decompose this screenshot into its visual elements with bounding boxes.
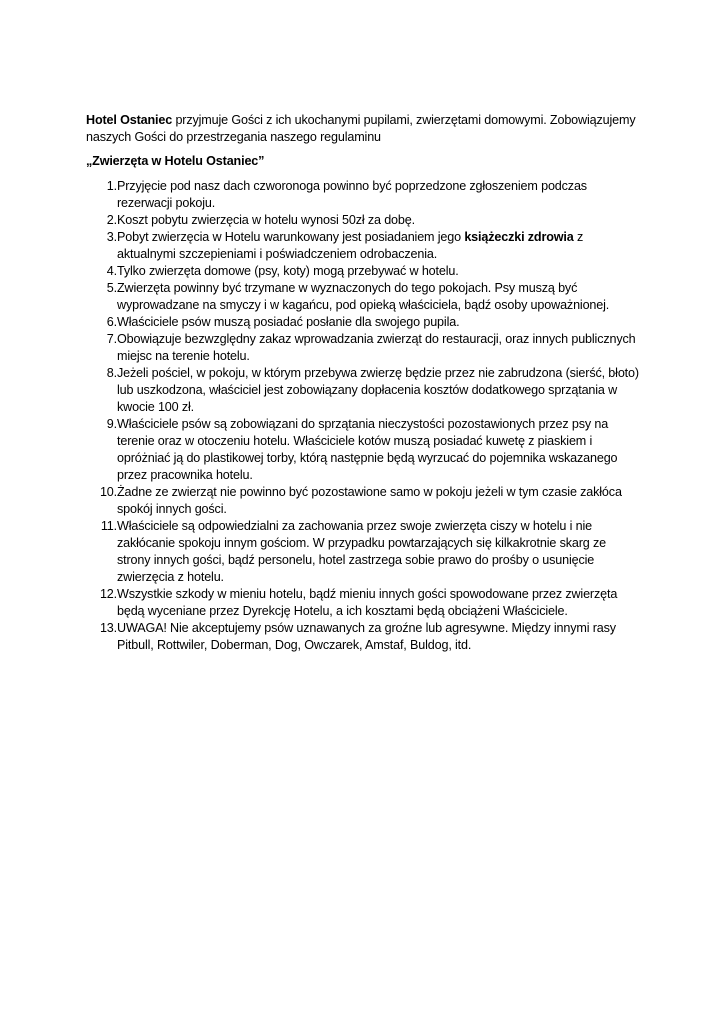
item-number: 12. bbox=[99, 587, 117, 601]
item-number: 1. bbox=[106, 179, 117, 193]
item-number: 11. bbox=[100, 519, 117, 533]
list-item bbox=[86, 586, 642, 620]
item-text: Właściciele psów muszą posiadać posłanie dla swojego pupila. bbox=[117, 315, 460, 329]
item-text: Tylko zwierzęta domowe (psy, koty) mogą przebywać w hotelu. bbox=[117, 264, 459, 278]
item-text: Przyjęcie pod nasz dach czworonoga powinno być poprzedzone zgłoszeniem podczas rezerwacji pokoju. bbox=[117, 179, 587, 210]
list-item bbox=[86, 518, 642, 586]
item-text-after: z aktualnymi szczepieniami i poświadczeniem odrobaczenia. bbox=[117, 230, 584, 261]
item-number: 4. bbox=[106, 264, 117, 278]
item-number: 5. bbox=[106, 281, 117, 295]
item-text: Właściciele psów są zobowiązani do sprzątania nieczystości pozostawionych przez psy na terenie oraz w otoczeniu hotelu. Właściciele kotów muszą posiadać kuwetę z piaskiem i opróżniać ją do plastikowej torby, którą następnie będą wyrzucać do pojemnika wskazanego przez pracownika hotelu. bbox=[117, 417, 618, 482]
list-item bbox=[86, 178, 642, 212]
item-number: 7. bbox=[106, 332, 117, 346]
intro-text: przyjmuje Gości z ich ukochanymi pupilami, zwierzętami domowymi. Zobowiązujemy naszych Gości do przestrzegania naszego regulaminu bbox=[86, 113, 636, 144]
item-text-before: Pobyt zwierzęcia w Hotelu warunkowany jest posiadaniem jego bbox=[117, 230, 465, 244]
item-text-bold: książeczki zdrowia bbox=[464, 230, 574, 244]
item-text: Jeżeli pościel, w pokoju, w którym przebywa zwierzę będzie przez nie zabrudzona (sierść, błoto) lub uszkodzona, właściciel jest zobowiązany dopłacenia kosztów dodatkowego sprzątania w kwocie 100 zł. bbox=[117, 366, 639, 414]
document-page bbox=[86, 112, 642, 654]
item-number: 3. bbox=[106, 230, 117, 244]
section-title: „Zwierzęta w Hotelu Ostaniec” bbox=[86, 154, 265, 168]
item-text: Obowiązuje bezwzględny zakaz wprowadzania zwierząt do restauracji, oraz innych publicznych miejsc na terenie hotelu. bbox=[117, 332, 636, 363]
item-text bbox=[117, 229, 642, 263]
item-text: Wszystkie szkody w mieniu hotelu, bądź mieniu innych gości spowodowane przez zwierzęta będą wyceniane przez Dyrekcję Hotelu, a ich kosztami będą obciążeni Właściciele. bbox=[117, 587, 618, 618]
rules-list bbox=[86, 178, 642, 654]
item-number: 13. bbox=[99, 621, 117, 635]
item-text: Właściciele są odpowiedzialni za zachowania przez swoje zwierzęta ciszy w hotelu i nie zakłócanie spokoju innym gościom. W przypadku powtarzających się kilkakrotnie skarg ze strony innych gości, bądź personelu, hotel zastrzega sobie prawo do prośby o usunięcie zwierzęcia z hotelu. bbox=[117, 519, 606, 584]
item-text: Koszt pobytu zwierzęcia w hotelu wynosi 50zł za dobę. bbox=[117, 213, 415, 227]
list-item bbox=[86, 314, 642, 331]
hotel-name: Hotel Ostaniec bbox=[86, 113, 173, 127]
list-item bbox=[86, 620, 642, 654]
item-number: 8. bbox=[106, 366, 117, 380]
item-number: 9. bbox=[106, 417, 117, 431]
list-item bbox=[86, 280, 642, 314]
list-item bbox=[86, 212, 642, 229]
item-text: Zwierzęta powinny być trzymane w wyznaczonych do tego pokojach. Psy muszą być wyprowadzane na smyczy i w kagańcu, pod opieką właściciela, bądź osoby upoważnionej. bbox=[117, 281, 610, 312]
item-text: UWAGA! Nie akceptujemy psów uznawanych za groźne lub agresywne. Między innymi rasy Pitbull, Rottwiler, Doberman, Dog, Owczarek, Amstaf, Buldog, itd. bbox=[117, 621, 616, 652]
list-item bbox=[86, 263, 642, 280]
item-number: 2. bbox=[106, 213, 117, 227]
item-number: 6. bbox=[106, 315, 117, 329]
list-item bbox=[86, 416, 642, 484]
list-item bbox=[86, 229, 642, 263]
list-item bbox=[86, 365, 642, 416]
list-item bbox=[86, 331, 642, 365]
item-number: 10. bbox=[99, 485, 117, 499]
list-item bbox=[86, 484, 642, 518]
intro-paragraph bbox=[86, 112, 642, 146]
item-text: Żadne ze zwierząt nie powinno być pozostawione samo w pokoju jeżeli w tym czasie zakłóca spokój innych gości. bbox=[117, 485, 622, 516]
